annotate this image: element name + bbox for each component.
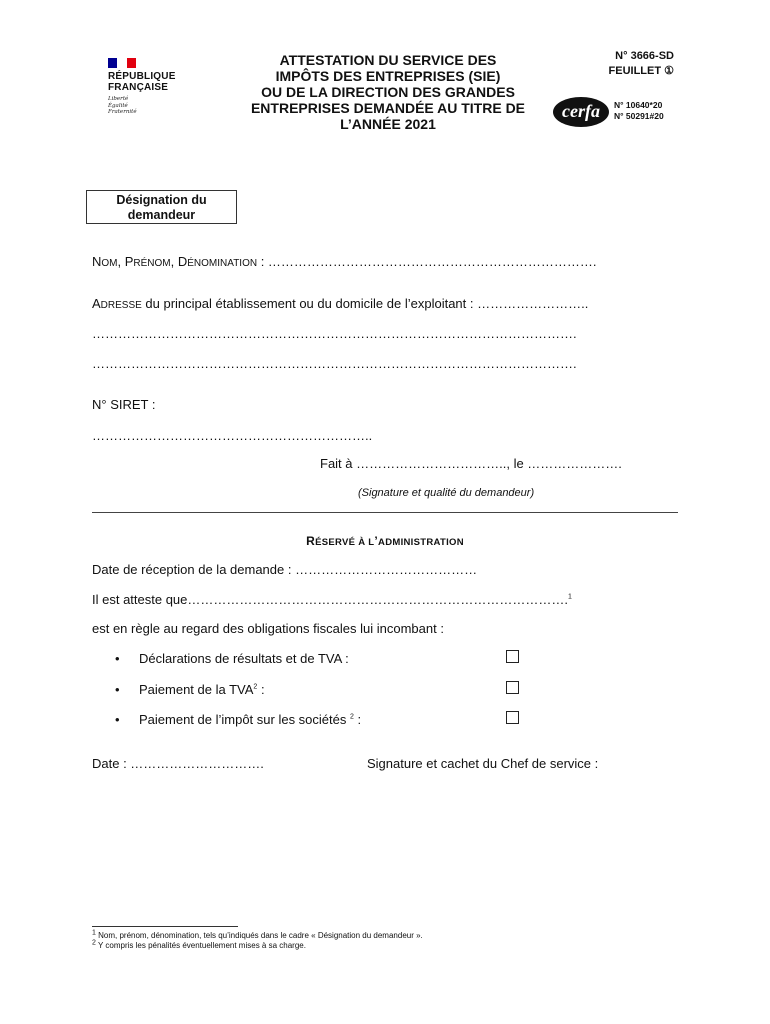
footnote-separator [92, 926, 238, 927]
siret-label: N° SIRET : [92, 397, 156, 412]
item-declarations-label: Déclarations de résultats et de TVA : [139, 651, 349, 666]
separator-line [92, 512, 678, 513]
footnote-ref-1: 1 [568, 593, 572, 601]
fait-a-field[interactable]: Fait à …………………………….., le …………………. [320, 456, 622, 471]
checkbox-tva[interactable] [506, 681, 519, 694]
signature-chef-label: Signature et cachet du Chef de service : [367, 756, 599, 771]
bullet: • [115, 682, 120, 697]
designation-box: Désignation du demandeur [86, 190, 237, 224]
document-title: ATTESTATION DU SERVICE DES IMPÔTS DES ENTREPRISES (SIE) OU DE LA DIRECTION DES GRANDES ENTREPRISES DEMANDÉE AU TITRE DE L’ANNÉE 2021 [250, 52, 526, 132]
checkbox-declarations[interactable] [506, 650, 519, 663]
atteste-field[interactable]: Il est atteste que…………………………………………………………………………….$^1$ [92, 592, 572, 607]
date-field[interactable]: Date : …………………………. [92, 756, 264, 771]
bullet: • [115, 651, 120, 666]
logo-line1: RÉPUBLIQUE [108, 71, 176, 82]
footnote-1: $^1$ Nom, prénom, dénomination, tels qu’indiqués dans le cadre « Désignation du demandeur ». [92, 929, 423, 940]
cerfa-numbers: N° 10640*20 N° 50291#20 [614, 100, 664, 121]
item-tva-label: Paiement de la TVA$^2$ : [139, 682, 265, 697]
feuillet-label: FEUILLET ① [608, 65, 674, 77]
adresse-line-3[interactable]: …………………………………………………………………………………………………. [92, 356, 577, 371]
en-regle-text: est en règle au regard des obligations fiscales lui incombant : [92, 621, 444, 636]
admin-section-title: RÉSERVÉ À L’ADMINISTRATION [306, 534, 464, 548]
siret-field[interactable]: ……………………………………………………….. [92, 428, 373, 443]
cerfa-logo: cerfa [553, 97, 609, 127]
form-number: N° 3666-SD [615, 50, 674, 62]
logo-line2: FRANÇAISE [108, 82, 169, 93]
checkbox-impot-societes[interactable] [506, 711, 519, 724]
bullet: • [115, 712, 120, 727]
french-flag-icon [108, 58, 136, 68]
reception-date-field[interactable]: Date de réception de la demande : …………………………………… [92, 562, 478, 577]
footnote-2: $^2$ Y compris les pénalités éventuellement mises à sa charge. [92, 939, 306, 950]
logo-motto: Liberté Égalité Fraternité [108, 96, 137, 115]
adresse-line-2[interactable]: …………………………………………………………………………………………………. [92, 326, 577, 341]
adresse-field[interactable]: ADRESSE du principal établissement ou du domicile de l’exploitant : …………………….. [92, 296, 589, 311]
item-is-label: Paiement de l’impôt sur les sociétés $^2$ : [139, 712, 362, 727]
republique-francaise-logo [108, 58, 198, 116]
form-code [570, 49, 674, 79]
nom-prenom-field[interactable]: NOM, PRÉNOM, DÉNOMINATION : …………………………………………………………………. [92, 254, 597, 269]
signature-note: (Signature et qualité du demandeur) [358, 487, 535, 499]
